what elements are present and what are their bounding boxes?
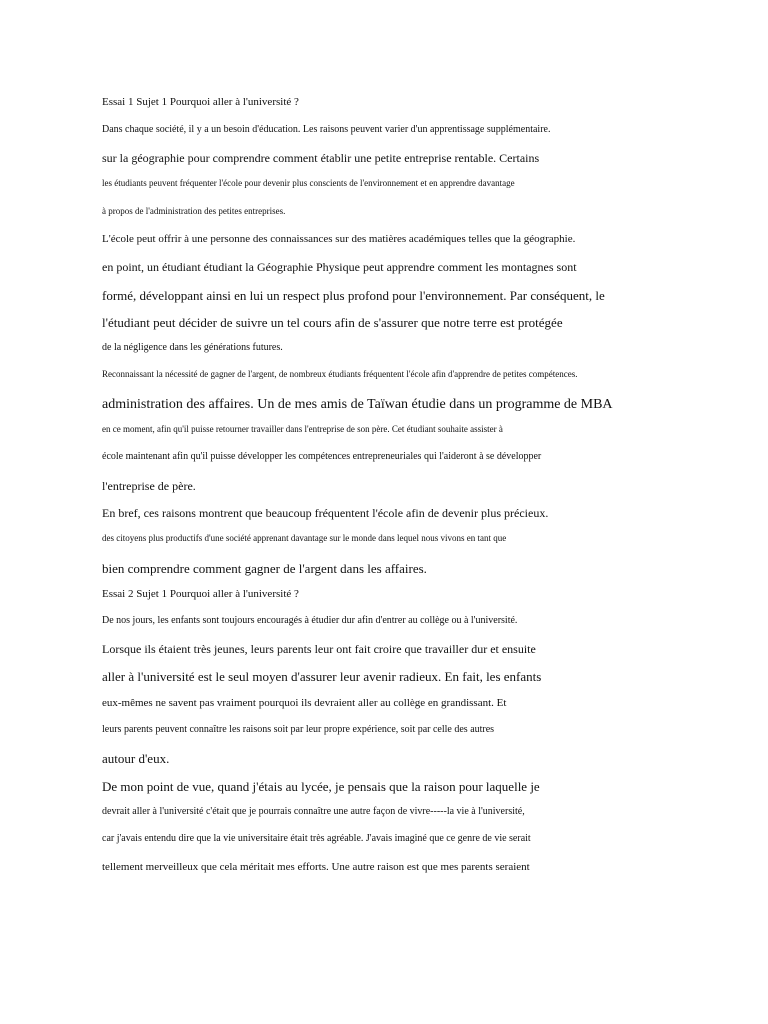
text-line: en ce moment, afin qu'il puisse retourner travailler dans l'entreprise de son père. Cet étudiant souhaite assister à: [102, 424, 503, 434]
text-line: en point, un étudiant étudiant la Géographie Physique peut apprendre comment les montagnes sont: [102, 260, 577, 274]
text-line: de la négligence dans les générations futures.: [102, 342, 283, 353]
text-line: Dans chaque société, il y a un besoin d'éducation. Les raisons peuvent varier d'un apprentissage supplémentaire.: [102, 124, 551, 135]
text-line: autour d'eux.: [102, 751, 170, 766]
text-line: leurs parents peuvent connaître les raisons soit par leur propre expérience, soit par celle des autres: [102, 724, 495, 735]
text-line: aller à l'université est le seul moyen d'assurer leur avenir radieux. En fait, les enfants: [102, 669, 542, 684]
text-line: Lorsque ils étaient très jeunes, leurs parents leur ont fait croire que travailler dur et ensuite: [102, 642, 536, 656]
essay-2-heading: Essai 2 Sujet 1 Pourquoi aller à l'université ?: [102, 588, 299, 600]
text-line: L'école peut offrir à une personne des connaissances sur des matières académiques telles que la géographie.: [102, 233, 576, 245]
text-line: administration des affaires. Un de mes amis de Taïwan étudie dans un programme de MBA: [102, 397, 613, 412]
text-line: bien comprendre comment gagner de l'argent dans les affaires.: [102, 561, 427, 576]
text-line: l'étudiant peut décider de suivre un tel cours afin de s'assurer que notre terre est protégée: [102, 315, 563, 330]
text-line: En bref, ces raisons montrent que beaucoup fréquentent l'école afin de devenir plus précieux.: [102, 506, 549, 520]
text-line: De mon point de vue, quand j'étais au lycée, je pensais que la raison pour laquelle je: [102, 779, 540, 794]
text-line: car j'avais entendu dire que la vie universitaire était très agréable. J'avais imaginé que ce genre de vie serait: [102, 833, 531, 844]
text-line: Reconnaissant la nécessité de gagner de l'argent, de nombreux étudiants fréquentent l'école afin d'apprendre de petites compétences.: [102, 369, 578, 379]
text-line: formé, développant ainsi en lui un respect plus profond pour l'environnement. Par conséquent, le: [102, 288, 605, 303]
text-line: eux-mêmes ne savent pas vraiment pourquoi ils devraient aller au collège en grandissant. Et: [102, 697, 507, 709]
text-line: les étudiants peuvent fréquenter l'école pour devenir plus conscients de l'environnement et en apprendre davantage: [102, 178, 515, 188]
text-line: devrait aller à l'université c'était que je pourrais connaître une autre façon de vivre-----la vie à l'université,: [102, 806, 525, 817]
text-line: De nos jours, les enfants sont toujours encouragés à étudier dur afin d'entrer au collège ou à l'université.: [102, 615, 518, 626]
text-line: des citoyens plus productifs d'une société apprenant davantage sur le monde dans lequel nous vivons en tant que: [102, 533, 507, 543]
text-line: école maintenant afin qu'il puisse développer les compétences entrepreneuriales qui l'aideront à se développer: [102, 451, 542, 462]
essay-1-heading: Essai 1 Sujet 1 Pourquoi aller à l'université ?: [102, 96, 299, 108]
text-line: l'entreprise de père.: [102, 479, 196, 493]
text-line: tellement merveilleux que cela méritait mes efforts. Une autre raison est que mes parents seraient: [102, 861, 530, 873]
text-line: à propos de l'administration des petites entreprises.: [102, 206, 286, 216]
text-line: sur la géographie pour comprendre comment établir une petite entreprise rentable. Certains: [102, 151, 540, 165]
